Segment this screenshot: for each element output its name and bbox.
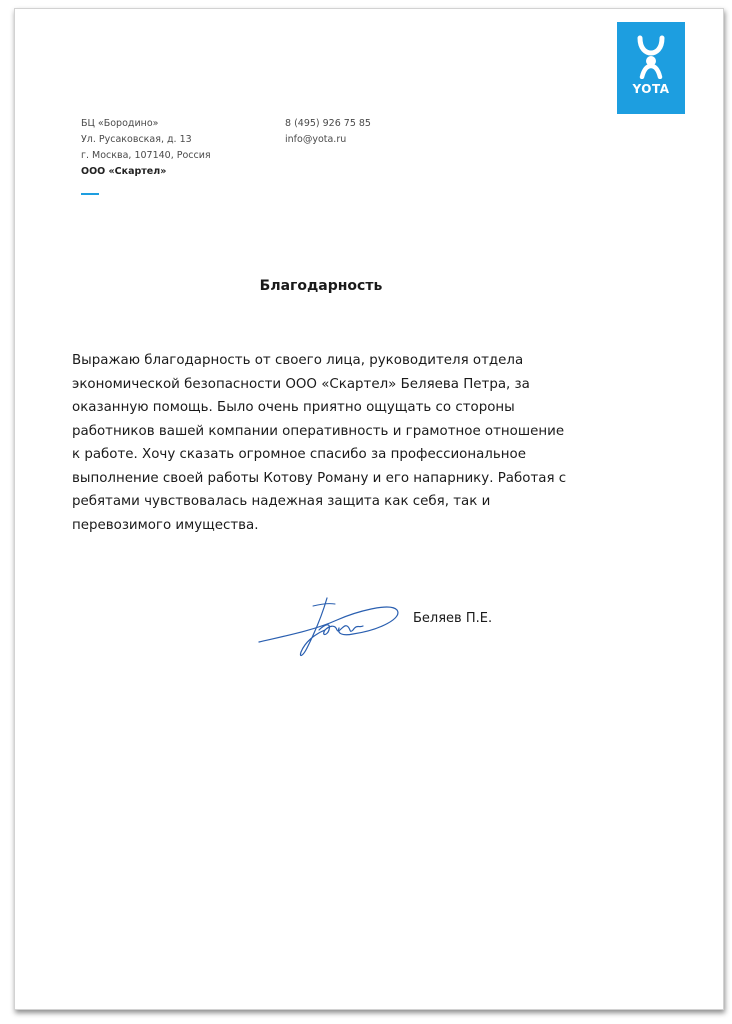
signer-name: Беляев П.Е. — [413, 611, 493, 626]
letter-page — [14, 8, 724, 1010]
logo-text: YOTA — [632, 82, 670, 96]
yota-logo-icon — [636, 35, 666, 79]
body-line: оказанную помощь. Было очень приятно ощущать со стороны — [72, 400, 515, 415]
body-line: работников вашей компании оперативность и грамотное отношение — [72, 423, 565, 439]
body-line: Выражаю благодарность от своего лица, руководителя отдела — [72, 353, 524, 368]
accent-divider — [81, 193, 99, 195]
email-address: info@yota.ru — [285, 134, 347, 145]
company-name: ООО «Скартел» — [81, 166, 167, 177]
address-line-1: БЦ «Бородино» — [81, 118, 159, 129]
letter-body — [72, 349, 602, 537]
body-line: выполнение своей работы Котову Роману и его напарнику. Работая с — [72, 470, 567, 486]
body-line: к работе. Хочу сказать огромное спасибо за профессиональное — [72, 447, 526, 462]
body-line: перевозимого имущества. — [72, 517, 259, 533]
yota-logo — [617, 22, 685, 114]
phone-number: 8 (495) 926 75 85 — [285, 118, 371, 129]
contacts-block — [285, 116, 371, 148]
letter-title: Благодарность — [259, 278, 383, 294]
address-block — [81, 116, 211, 180]
body-line: экономической безопасности ООО «Скартел» Беляева Петра, за — [72, 376, 530, 392]
address-line-2: Ул. Русаковская, д. 13 — [81, 134, 192, 145]
handwritten-signature — [255, 584, 405, 664]
body-line: ребятами чувствовалась надежная защита как себя, так и — [72, 494, 491, 509]
address-line-3: г. Москва, 107140, Россия — [81, 150, 211, 161]
